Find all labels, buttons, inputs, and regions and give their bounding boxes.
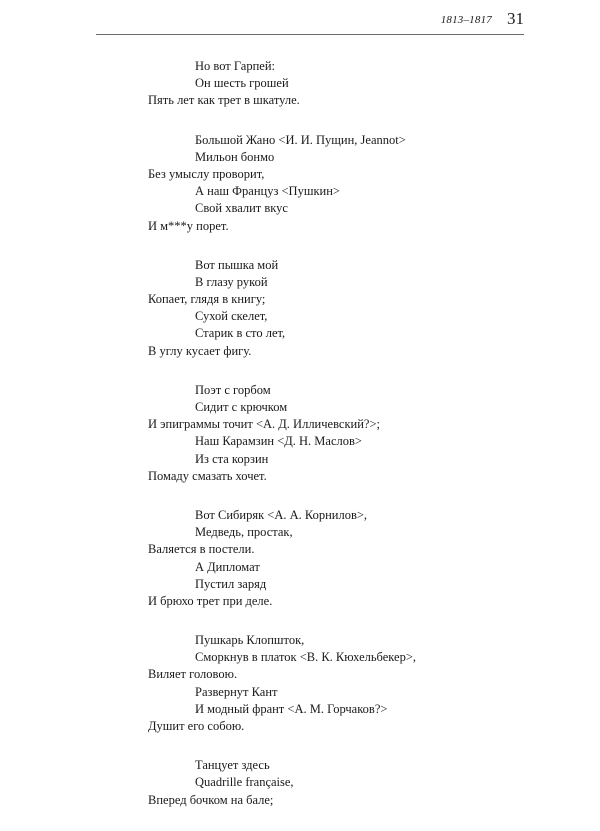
stanza bbox=[148, 257, 548, 360]
poem-line: А наш Француз <Пушкин> bbox=[195, 184, 340, 199]
poem-line: Поэт с горбом bbox=[195, 382, 271, 397]
poem-line: Мильон бонмо bbox=[195, 149, 275, 164]
poem-line: Пять лет как трет в шкатуле. bbox=[148, 93, 300, 108]
poem-line: Развернут Кант bbox=[195, 684, 278, 699]
poem-line: Душит его собою. bbox=[148, 719, 245, 733]
poem-line: Старик в сто лет, bbox=[195, 326, 286, 341]
page-number: 31 bbox=[507, 9, 524, 28]
poem-line: В глазу рукой bbox=[195, 274, 268, 289]
stanza bbox=[148, 632, 548, 735]
poem-line: И модный франт <А. М. Горчаков?> bbox=[195, 701, 388, 716]
poem-line: Пустил заряд bbox=[195, 576, 267, 591]
poem-line: Вперед бочком на бале; bbox=[148, 792, 274, 807]
poem-line: Без умыслу проворит, bbox=[148, 166, 265, 181]
poem-line: Пушкарь Клопшток, bbox=[195, 633, 305, 648]
stanza bbox=[148, 58, 548, 110]
page-header bbox=[96, 0, 524, 35]
poem-line: Наш Карамзин <Д. Н. Маслов> bbox=[195, 434, 362, 449]
poem-line: Помаду смазать хочет. bbox=[148, 468, 267, 483]
poem-line: Сморкнув в платок <В. К. Кюхельбекер>, bbox=[195, 650, 417, 665]
poem-line: Валяется в постели. bbox=[148, 542, 255, 557]
poem-line: Он шесть грошей bbox=[195, 76, 289, 91]
poem-line: Quadrille française, bbox=[195, 775, 294, 790]
poem-line: И м***у порет. bbox=[148, 218, 229, 233]
poem-line: Но вот Гарпей: bbox=[195, 59, 276, 73]
stanza bbox=[148, 382, 548, 485]
running-head-years: 1813–1817 bbox=[440, 14, 492, 26]
poem-line: И эпиграммы точит <А. Д. Илличевский?>; bbox=[148, 417, 380, 432]
poem-line: Вот Сибиряк <А. А. Корнилов>, bbox=[195, 507, 368, 522]
poem-line: Сидит с крючком bbox=[195, 400, 288, 414]
poem-line: Большой Жано <И. И. Пущин, Jeannot> bbox=[195, 132, 406, 147]
poem-line: Танцует здесь bbox=[195, 758, 270, 773]
stanza bbox=[148, 757, 548, 809]
poem-line: А Дипломат bbox=[195, 559, 260, 574]
poem-line: В углу кусает фигу. bbox=[148, 343, 252, 358]
poem-line: Медведь, простак, bbox=[195, 525, 293, 540]
poem-body bbox=[148, 58, 548, 831]
stanza bbox=[148, 507, 548, 610]
poem-line: Вот пышка мой bbox=[195, 257, 279, 272]
poem-line: Из ста корзин bbox=[195, 451, 269, 466]
poem-line: Копает, глядя в книгу; bbox=[148, 292, 266, 307]
stanza bbox=[148, 132, 548, 235]
poem-line: Виляет головою. bbox=[148, 667, 238, 682]
poem-line: Сухой скелет, bbox=[195, 309, 268, 324]
poem-line: Свой хвалит вкус bbox=[195, 201, 288, 216]
poem-line: И брюхо трет при деле. bbox=[148, 593, 273, 608]
